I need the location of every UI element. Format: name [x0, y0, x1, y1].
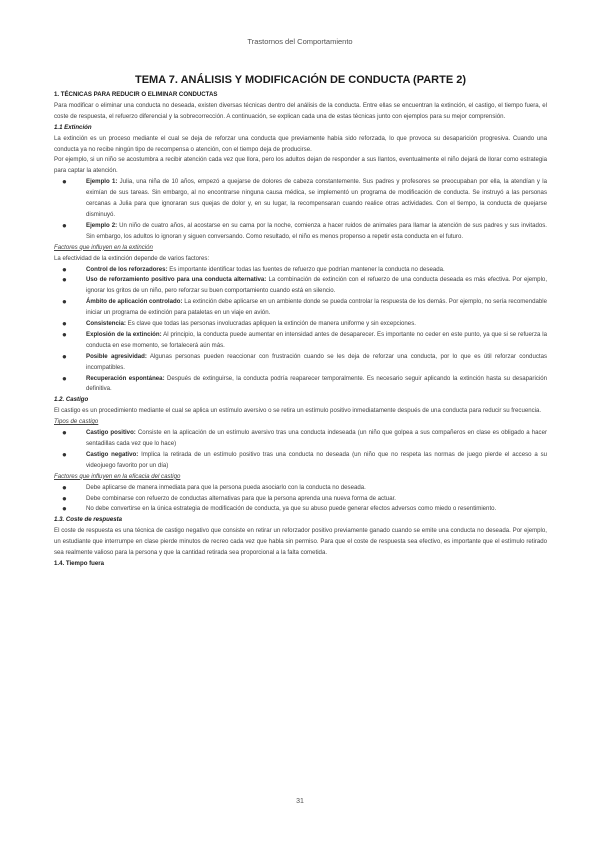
item-label: Ejemplo 1:	[86, 178, 118, 186]
list-item	[62, 177, 547, 221]
subsection-heading: 1.4. Tiempo fuera	[54, 559, 105, 567]
bullet-icon: ●	[62, 428, 67, 438]
paragraph: El castigo es un procedimiento mediante el cual se aplica un estímulo aversivo o se retira un estímulo positivo inmediatamente después de una conducta para reducir su frecuencia.	[54, 407, 542, 415]
list-item	[62, 428, 547, 450]
page-number: 31	[296, 798, 304, 805]
document-body	[54, 73, 547, 570]
list-item	[62, 351, 548, 374]
item-text: La extinción debe aplicarse en un ambiente donde se pueda controlar la respuesta de los demás. Por ejemplo, no sería recomendable iniciar un programa de extinción para pataletas en un viaje en avión.	[86, 298, 548, 317]
bullet-icon: ●	[62, 504, 67, 514]
bullet-icon: ●	[62, 319, 67, 329]
paragraph: La efectividad de la extinción depende de varios factores:	[54, 254, 210, 262]
page-title: TEMA 7. ANÁLISIS Y MODIFICACIÓN DE CONDUCTA (PARTE 2)	[134, 74, 467, 86]
item-text: Un niño de cuatro años, al acostarse en su cama por la noche, comienza a hacer ruidos de animales para llamar la atención de sus padres y sus invitados. Sin embargo, los adultos lo ignoran y siguen conversando. Como resultado, el niño es menos propenso a repetir esta conducta en el futuro.	[86, 221, 547, 240]
bullet-icon: ●	[62, 493, 67, 503]
example-list	[54, 177, 547, 242]
subsection-heading: 1.2. Castigo	[54, 396, 89, 404]
item-label: Castigo negativo:	[86, 450, 139, 458]
list-item	[62, 275, 548, 297]
bullet-icon: ●	[62, 449, 67, 459]
item-label: Ejemplo 2:	[86, 221, 118, 229]
item-text: Implica la retirada de un estímulo positivo tras una conducta no deseada (un niño que no respeta las normas de juego pierde el acceso a su videojuego favorito por un día)	[86, 450, 548, 469]
factors-list	[54, 483, 547, 516]
list-item	[62, 220, 547, 243]
list-item	[62, 373, 547, 396]
list-item	[62, 482, 547, 494]
subsection-heading: 1.1 Extinción	[54, 123, 92, 131]
list-item	[62, 329, 547, 352]
list-item	[62, 449, 548, 472]
item-label: Posible agresividad:	[86, 352, 147, 360]
item-text: Debe aplicarse de manera inmediata para que la persona pueda asociarlo con la conducta no deseada.	[86, 483, 366, 491]
bullet-icon: ●	[62, 351, 67, 361]
bullet-icon: ●	[62, 177, 67, 187]
list-item	[62, 504, 547, 515]
item-text: Es importante identificar todas las fuentes de refuerzo que podrían mantener la conducta no deseada.	[167, 265, 445, 273]
item-text: Es clave que todas las personas involucradas apliquen la extinción de manera uniforme y sin excepciones.	[125, 320, 416, 328]
subsection-heading: 1.3. Coste de respuesta	[54, 516, 123, 524]
paragraph: La extinción es un proceso mediante el cual se deja de reforzar una conducta que previamente había sido reforzada, lo que provoca su desaparición progresiva. Cuando una conducta ya no recibe ningún tipo de recompensa o atención, con el tiempo deja de producirse.	[54, 134, 547, 153]
item-text: La combinación de extinción con el refuerzo de una conducta deseada es más efectiva. Por ejemplo, ignorar los gritos de un niño, pero reforzar su buen comportamiento cuando está en silencio.	[86, 276, 548, 295]
bullet-icon: ●	[62, 329, 67, 339]
page-header: Trastornos del Comportamiento	[247, 37, 353, 46]
item-text: Al principio, la conducta puede aumentar en intensidad antes de desaparecer. Es importante no ceder en este punto, ya que si se refuerza la conducta en ese momento, se fortalecerá aún más.	[86, 330, 547, 349]
section-heading: 1. TÉCNICAS PARA REDUCIR O ELIMINAR CONDUCTAS	[54, 91, 218, 98]
factors-heading: Factores que influyen en la extinción	[54, 243, 153, 251]
bullet-icon: ●	[62, 220, 67, 230]
item-label: Consistencia:	[86, 320, 126, 328]
item-text: Después de extinguirse, la conducta podría reaparecer temporalmente. Es necesario seguir aplicando la extinción hasta su desaparición definitiva.	[86, 374, 547, 393]
paragraph: El coste de respuesta es una técnica de castigo negativo que consiste en retirar un reforzador positivo previamente ganado cuando se emite una conducta no deseada. Por ejemplo, un estudiante que interrumpe en clase pierde minutos de recreo cada vez que habla sin permiso. Para que el coste de respuesta sea efectivo, es importante que el estímulo retirado sea realmente valioso para la persona y que la cantidad retirada sea proporcional a la falta cometida.	[54, 527, 547, 557]
bullet-icon: ●	[62, 275, 67, 285]
list-item	[62, 264, 547, 276]
item-label: Control de los reforzadores:	[86, 265, 168, 273]
bullet-icon: ●	[62, 297, 67, 307]
types-heading: Tipos de castigo	[54, 418, 99, 426]
bullet-icon: ●	[62, 373, 67, 383]
item-label: Recuperación espontánea:	[86, 374, 165, 382]
factors-list	[54, 265, 547, 396]
item-text: Debe combinarse con refuerzo de conductas alternativas para que la persona aprenda una nueva forma de actuar.	[86, 494, 396, 502]
factors-heading: Factores que influyen en la eficacia del castigo	[54, 472, 181, 480]
item-label: Uso de reforzamiento positivo para una conducta alternativa:	[86, 276, 267, 284]
item-text: Julia, una niña de 10 años, empezó a quejarse de dolores de cabeza constantemente. Sus padres y profesores se preocupaban por ella, la atendían y la eximían de sus tareas. Sin embargo, al no encontrarse ninguna causa médica, se implementó un programa de modificación de conducta. Se instruyó a las personas cercanas a Julia para que ignoraran sus quejas de dolor y, en su lugar, la recompensaran cuando realice otras actividades. Con el tiempo, la conducta de quejarse disminuyó.	[86, 178, 547, 218]
item-label: Explosión de la extinción:	[86, 330, 162, 338]
item-label: Castigo positivo:	[86, 429, 136, 437]
item-text: Consiste en la aplicación de un estímulo aversivo tras una conducta indeseada (un niño que golpea a sus compañeros en clase es obligado a hacer sentadillas cada vez que lo hace)	[86, 429, 547, 447]
list-item	[62, 493, 547, 505]
list-item	[62, 297, 548, 319]
paragraph: Por ejemplo, si un niño se acostumbra a recibir atención cada vez que llora, pero los adultos dejan de responder a sus llantos, eventualmente el niño dejará de llorar como estrategia para captar la atención.	[54, 156, 547, 175]
types-list	[54, 428, 547, 472]
bullet-icon: ●	[62, 264, 67, 274]
item-text: No debe convertirse en la única estrategia de modificación de conducta, ya que su abuso puede generar efectos adversos como miedo o resentimiento.	[86, 505, 497, 513]
item-text: Algunas personas pueden reaccionar con frustración cuando se les deja de reforzar una conducta, por lo que es útil reforzar conductas incompatibles.	[86, 352, 548, 371]
bullet-icon: ●	[62, 482, 67, 492]
list-item	[62, 319, 547, 330]
item-label: Ámbito de aplicación controlado:	[86, 298, 183, 306]
paragraph: Para modificar o eliminar una conducta no deseada, existen diversas técnicas dentro del análisis de la conducta. Entre ellas se encuentran la extinción, el castigo, el tiempo fuera, el coste de respuesta, el refuerzo diferencial y la sobrecorrección. A continuación, se explican cada una de estas técnicas junto con ejemplos para su mejor comprensión.	[54, 101, 547, 120]
